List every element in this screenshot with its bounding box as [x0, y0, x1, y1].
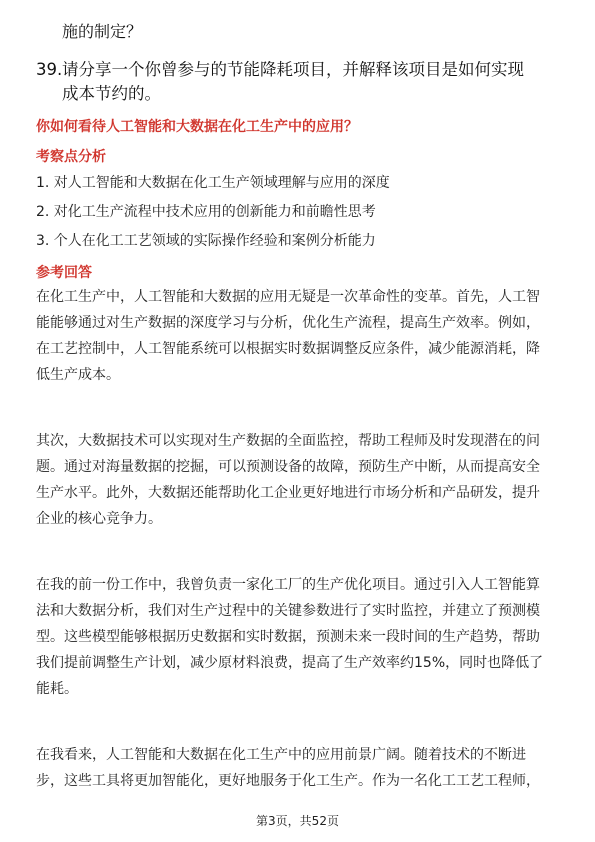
paragraph-line: 法和大数据分析，我们对生产过程中的关键参数进行了实时监控，并建立了预测模 — [36, 603, 540, 619]
answer-paragraph-4 — [36, 742, 561, 794]
paragraph-line: 低生产成本。 — [36, 367, 120, 383]
paragraph-line: 能耗。 — [36, 681, 78, 697]
paragraph-line: 生产水平。此外，大数据还能帮助化工企业更好地进行市场分析和产品研发，提升 — [36, 485, 540, 501]
sub-question: 你如何看待人工智能和大数据在化工生产中的应用？ — [36, 119, 358, 135]
question-39 — [36, 58, 566, 106]
paragraph-line: 企业的核心竞争力。 — [36, 511, 162, 527]
page-footer: 第3页，共52页 — [256, 814, 339, 828]
answer-paragraph-2 — [36, 428, 561, 532]
paragraph-line: 型。这些模型能够根据历史数据和实时数据，预测未来一段时间的生产趋势，帮助 — [36, 629, 540, 645]
paragraph-line: 在工艺控制中，人工智能系统可以根据实时数据调整反应条件，减少能源消耗，降 — [36, 341, 540, 357]
analysis-item-2: 2. 对化工生产流程中技术应用的创新能力和前瞻性思考 — [36, 204, 376, 220]
prev-question-tail: 施的制定？ — [62, 22, 143, 41]
paragraph-line: 在我的前一份工作中，我曾负责一家化工厂的生产优化项目。通过引入人工智能算 — [36, 577, 540, 593]
paragraph-line: 能能够通过对生产数据的深度学习与分析，优化生产流程，提高生产效率。例如， — [36, 315, 540, 331]
paragraph-line: 题。通过对海量数据的挖掘，可以预测设备的故障，预防生产中断，从而提高安全 — [36, 459, 540, 475]
analysis-heading: 考察点分析 — [36, 149, 106, 165]
paragraph-line: 在化工生产中，人工智能和大数据的应用无疑是一次革命性的变革。首先，人工智 — [36, 289, 540, 305]
answer-heading: 参考回答 — [36, 265, 92, 281]
paragraph-line: 我们提前调整生产计划，减少原材料浪费，提高了生产效率约15%，同时也降低了 — [36, 655, 544, 671]
paragraph-line: 在我看来，人工智能和大数据在化工生产中的应用前景广阔。随着技术的不断进 — [36, 747, 526, 763]
paragraph-line: 步，这些工具将更加智能化，更好地服务于化工生产。作为一名化工工艺工程师， — [36, 773, 540, 789]
question-line-1: 请分享一个你曾参与的节能降耗项目，并解释该项目是如何实现 — [62, 60, 524, 79]
answer-paragraph-3 — [36, 572, 561, 702]
question-number: 39. — [36, 60, 63, 79]
analysis-item-3: 3. 个人在化工工艺领域的实际操作经验和案例分析能力 — [36, 233, 376, 249]
paragraph-line: 其次，大数据技术可以实现对生产数据的全面监控，帮助工程师及时发现潜在的问 — [36, 433, 540, 449]
answer-paragraph-1 — [36, 284, 561, 388]
question-line-2: 成本节约的。 — [62, 84, 161, 103]
analysis-item-1: 1. 对人工智能和大数据在化工生产领域理解与应用的深度 — [36, 175, 390, 191]
